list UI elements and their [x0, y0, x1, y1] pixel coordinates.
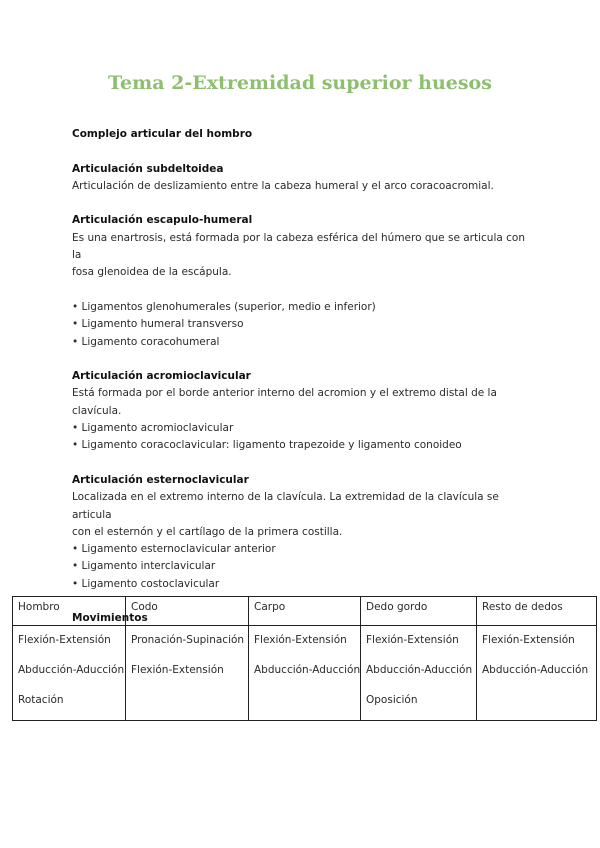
movement-item: Flexión-Extensión — [131, 664, 224, 676]
table-header-cell: Dedo gordo — [361, 597, 477, 626]
subdeltoidea-heading: Articulación subdeltoidea — [72, 162, 224, 175]
escapulo-text: fosa glenoidea de la escápula. — [72, 266, 232, 279]
list-item: • Ligamento coracohumeral — [72, 335, 220, 348]
list-item: • Ligamento coracoclavicular: ligamento trapezoide y ligamento conoideo — [72, 439, 462, 452]
table-header-cell: Carpo — [249, 597, 361, 626]
movement-item: Flexión-Extensión — [254, 634, 347, 646]
esterno-text: con el esternón y el cartílago de la primera costilla. — [72, 525, 343, 538]
esterno-heading: Articulación esternoclavicular — [72, 473, 249, 486]
section-heading: Complejo articular del hombro — [72, 128, 253, 140]
movements-table — [12, 596, 597, 721]
table-header-row — [13, 597, 597, 626]
acromio-heading: Articulación acromioclavicular — [72, 370, 251, 383]
movement-item: Flexión-Extensión — [366, 634, 459, 646]
subdeltoidea-text: Articulación de deslizamiento entre la cabeza humeral y el arco coracoacromial. — [72, 179, 494, 192]
list-item: • Ligamento humeral transverso — [72, 318, 244, 331]
movement-item: Flexión-Extensión — [482, 634, 575, 646]
list-item: • Ligamento esternoclavicular anterior — [72, 543, 276, 556]
table-cell — [361, 626, 477, 721]
acromio-text: Está formada por el borde anterior interno del acromion y el extremo distal de la clavícula. — [72, 387, 497, 417]
escapulo-heading: Articulación escapulo-humeral — [72, 214, 253, 227]
table-header-cell: Codo — [126, 597, 249, 626]
list-item: • Ligamento interclavicular — [72, 560, 216, 573]
movement-item: Oposición — [366, 694, 418, 706]
table-cell — [13, 626, 126, 721]
table-cell — [477, 626, 597, 721]
movement-item: Rotación — [18, 694, 64, 706]
table-header-cell: Resto de dedos — [477, 597, 597, 626]
list-item: • Ligamentos glenohumerales (superior, medio e inferior) — [72, 300, 376, 313]
table-header-cell: Hombro — [13, 597, 126, 626]
movement-item: Flexión-Extensión — [18, 634, 111, 646]
movement-item: Abducción-Aducción — [366, 664, 473, 676]
movimientos-heading: Movimientos — [72, 612, 148, 625]
esterno-text: Localizada en el extremo interno de la clavícula. La extremidad de la clavícula se articula — [72, 491, 499, 521]
movement-item: Pronación-Supinación — [131, 634, 245, 646]
document-title: Tema 2-Extremidad superior huesos — [108, 72, 492, 94]
table-cell — [249, 626, 361, 721]
document-body — [72, 126, 532, 628]
movement-item: Abducción-Aducción — [18, 664, 125, 676]
movement-item: Abducción-Aducción — [482, 664, 589, 676]
movement-item: Abducción-Aducción — [254, 664, 361, 676]
table-cell — [126, 626, 249, 721]
escapulo-text: Es una enartrosis, está formada por la cabeza esférica del húmero que se articula con la — [72, 231, 526, 262]
list-item: • Ligamento costoclavicular — [72, 577, 220, 590]
table-row — [13, 626, 597, 721]
list-item: • Ligamento acromioclavicular — [72, 422, 234, 435]
